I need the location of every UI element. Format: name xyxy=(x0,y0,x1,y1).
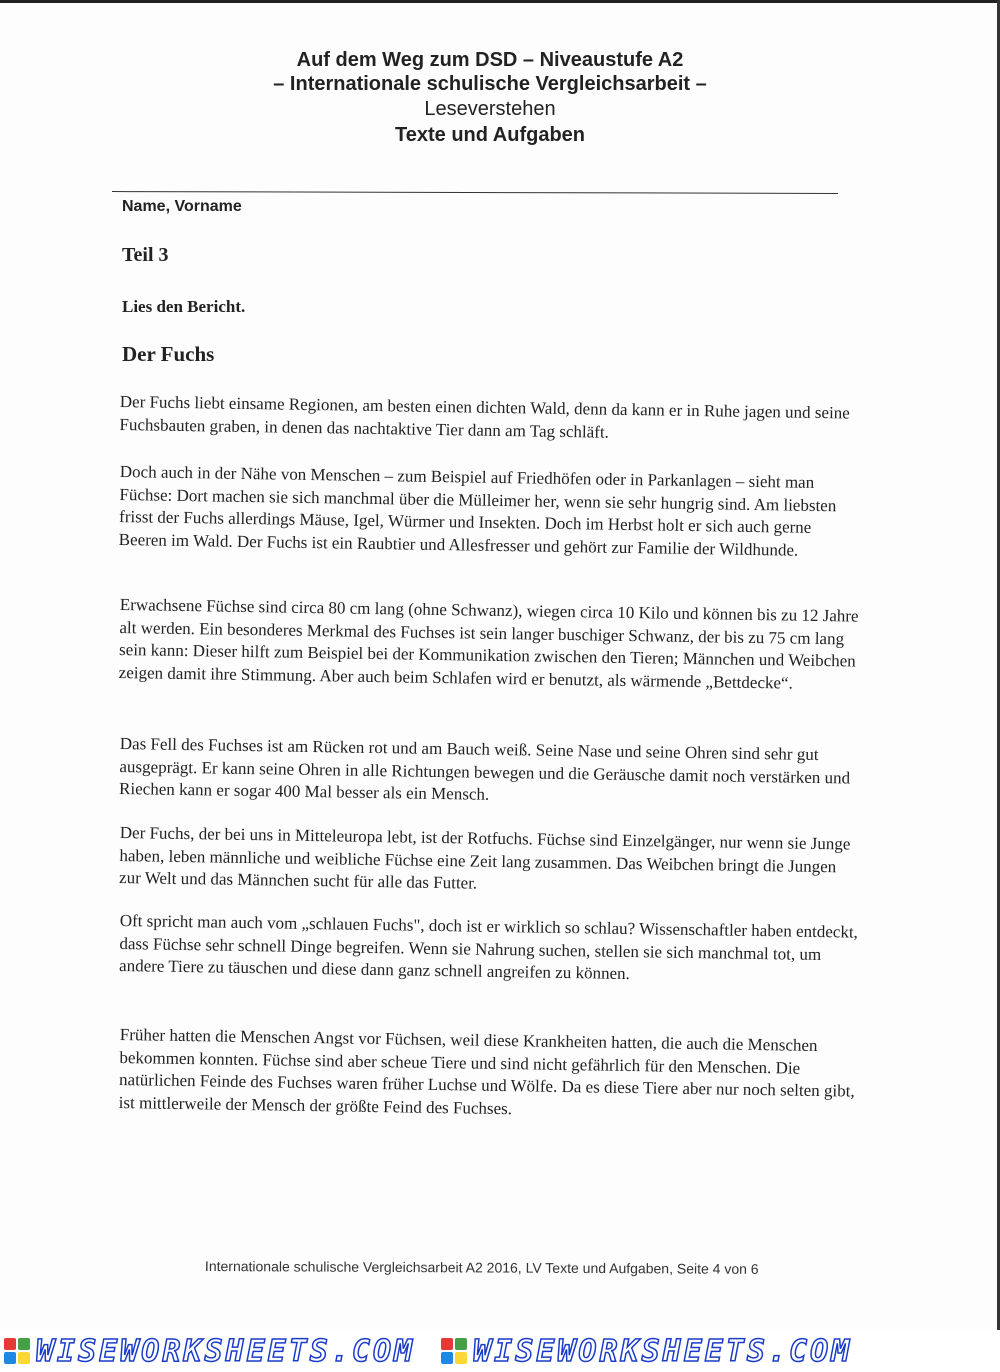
paragraph-3 xyxy=(119,594,860,696)
watermark-brand xyxy=(437,1334,852,1369)
text-title: Der Fuchs xyxy=(122,342,215,366)
paragraph-text: Früher hatten die Menschen Angst vor Füchsen, weil diese Krankheiten hatten, die auch die Menschen bekommen konnten. Füchse sind aber scheue Tiere und sind nicht gefährlich für den Menschen. Die natürlichen Feinde des Fuchses waren früher Luchse und Wölfe. Da es diese Tiere aber nur noch selten gibt, ist mittlerweile der Mensch der größte Feind des Fuchses. xyxy=(118,1024,855,1118)
paragraph-text: Erwachsene Füchse sind circa 80 cm lang (ohne Schwanz), wiegen circa 10 Kilo und können bis zu 12 Jahre alt werden. Ein besonderes Merkmal des Fuchses ist sein langer buschiger Schwanz, der bis zu 75 cm lang sein kann: Dieser hilft zum Beispiel bei der Kommunikation zwischen den Tieren; Männchen und Weibchen zeigen damit ihre Stimmung. Aber auch beim Schlafen wird er benutzt, als wärmende „Bettdecke“. xyxy=(118,594,859,693)
section-heading: Teil 3 xyxy=(122,244,169,266)
paragraph-5 xyxy=(119,822,860,901)
paragraph-text: Doch auch in der Nähe von Menschen – zum Beispiel auf Friedhöfen oder in Parkanlagen – sieht man Füchse: Dort machen sie sich manchmal über die Mülleimer her, wenn sie sehr hungrig sind. Am liebsten frisst der Fuchs allerdings Mäuse, Igel, Würmer und Insekten. Doch im Herbst holt er sich auch gerne Beeren im Wald. Der Fuchs ist ein Raubtier und Allesfresser und gehört zur Familie der Wildhunde. xyxy=(118,461,837,560)
watermark-text: WISEWORKSHEETS.COM xyxy=(473,1333,853,1369)
name-write-line xyxy=(112,191,838,194)
watermark-brand xyxy=(0,1334,415,1369)
paragraph-text: Der Fuchs, der bei uns in Mitteleuropa lebt, ist der Rotfuchs. Füchse sind Einzelgänger, nur wenn sie Junge haben, leben männliche und weibliche Füchse eine Zeit lang zusammen. Das Weibchen bringt die Jungen zur Welt und das Männchen sucht für alle das Futter. xyxy=(118,822,851,893)
logo-square-yellow xyxy=(455,1352,467,1364)
document-header xyxy=(190,48,790,148)
logo-square-green xyxy=(18,1338,30,1350)
logo-square-blue xyxy=(441,1352,453,1364)
header-line-1: Auf dem Weg zum DSD – Niveaustufe A2 xyxy=(296,49,684,71)
logo-square-green xyxy=(455,1338,467,1350)
scan-top-edge xyxy=(0,0,1000,3)
instruction: Lies den Bericht. xyxy=(122,297,246,316)
name-label: Name, Vorname xyxy=(122,198,242,215)
paragraph-text: Oft spricht man auch vom „schlauen Fuchs", doch ist er wirklich so schlau? Wissenschaftler haben entdeckt, dass Füchse sehr schnell Dinge begreifen. Wenn sie Nahrung suchen, stellen sie sich manchmal tot, um andere Tiere zu täuschen und diese dann ganz schnell angreifen zu können. xyxy=(118,910,859,984)
header-line-3: Leseverstehen xyxy=(424,98,556,120)
logo-square-blue xyxy=(4,1352,16,1364)
header-line-4: Texte und Aufgaben xyxy=(395,124,585,146)
paragraph-text: Das Fell des Fuchses ist am Rücken rot und am Bauch weiß. Seine Nase und seine Ohren sind sehr gut ausgeprägt. Er kann seine Ohren in alle Richtungen bewegen und die Geräusche damit noch verstärken und Riechen kann er sogar 400 Mal besser als ein Mensch. xyxy=(118,733,851,804)
watermark-bar xyxy=(0,1330,1000,1372)
logo-square-red xyxy=(441,1338,453,1350)
paragraph-text: Der Fuchs liebt einsame Regionen, am besten einen dichten Wald, denn da kann er in Ruhe jagen und seine Fuchsbauten graben, in denen das nachtaktive Tier dann am Tag schläft. xyxy=(119,391,850,442)
logo-square-yellow xyxy=(18,1352,30,1364)
watermark-text: WISEWORKSHEETS.COM xyxy=(36,1333,416,1369)
paragraph-2 xyxy=(119,461,860,563)
watermark-logo-icon xyxy=(4,1338,30,1364)
watermark-logo-icon xyxy=(441,1338,467,1364)
logo-square-red xyxy=(4,1338,16,1350)
paragraph-4 xyxy=(119,733,860,812)
page-footer: Internationale schulische Vergleichsarbeit A2 2016, LV Texte und Aufgaben, Seite 4 von 6 xyxy=(204,1258,759,1277)
paragraph-1 xyxy=(119,391,860,448)
paragraph-6 xyxy=(119,910,860,989)
paragraph-7 xyxy=(119,1024,860,1126)
header-line-2: – Internationale schulische Vergleichsarbeit – xyxy=(273,73,707,95)
